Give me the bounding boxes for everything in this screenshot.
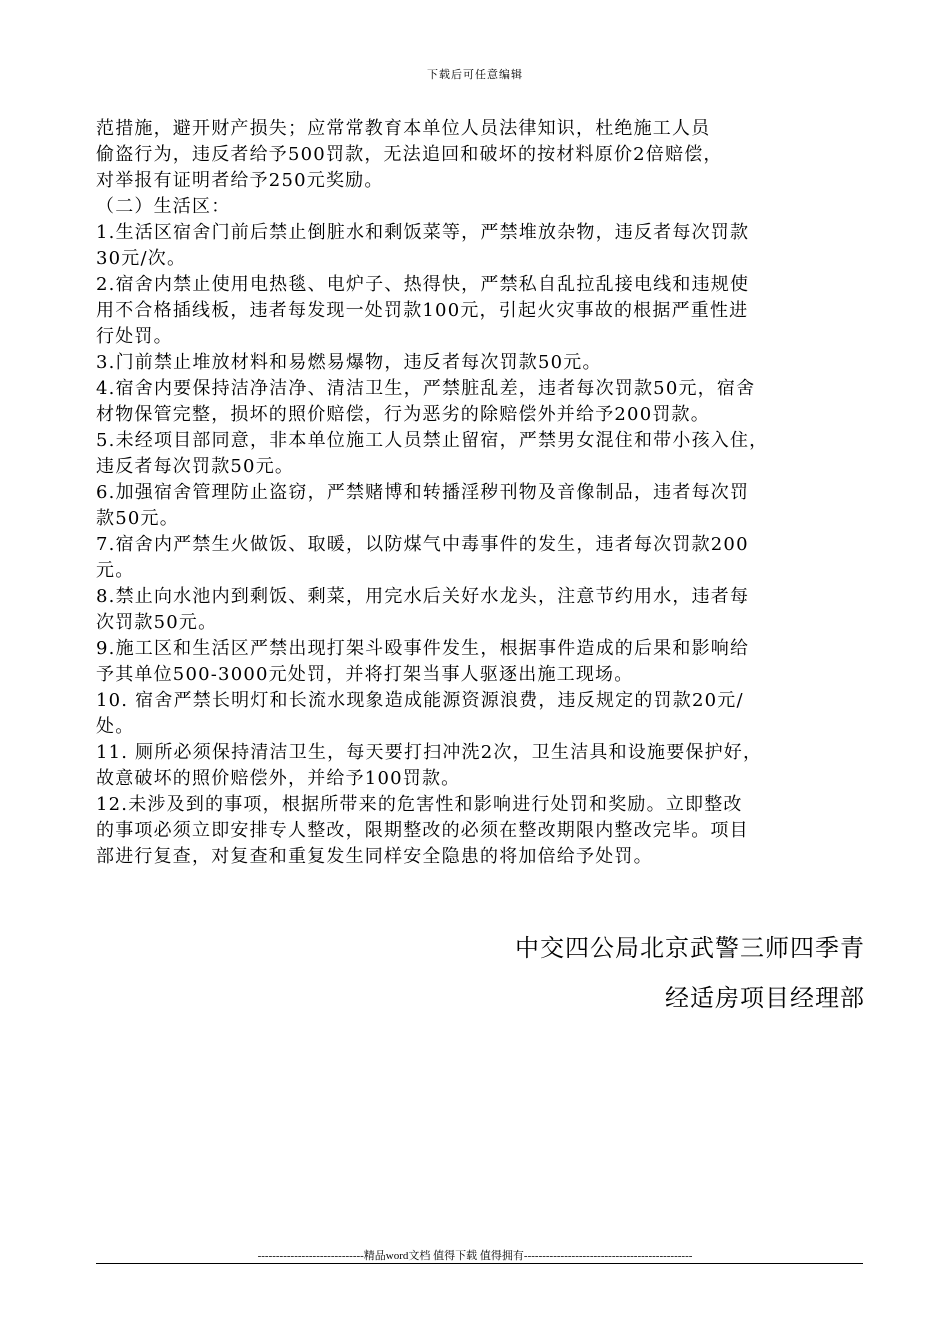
body-line: 材物保管完整，损坏的照价赔偿，行为恶劣的除赔偿外并给予200罚款。 bbox=[96, 404, 710, 425]
signature-department: 经适房项目经理部 bbox=[665, 984, 865, 1012]
body-line: 10. 宿舍严禁长明灯和长流水现象造成能源资源浪费，违反规定的罚款20元/ bbox=[96, 690, 744, 711]
body-line: 范措施，避开财产损失；应常常教育本单位人员法律知识，杜绝施工人员 bbox=[96, 118, 711, 139]
body-line: 用不合格插线板，违者每发现一处罚款100元，引起火灾事故的根据严重性进 bbox=[96, 300, 749, 321]
body-line: 7.宿舍内严禁生火做饭、取暖，以防煤气中毒事件的发生，违者每次罚款200 bbox=[96, 534, 749, 555]
document-body bbox=[96, 116, 866, 870]
body-line: 1.生活区宿舍门前后禁止倒脏水和剩饭菜等，严禁堆放杂物，违反者每次罚款 bbox=[96, 222, 750, 243]
body-line: 予其单位500-3000元处罚，并将打架当事人驱逐出施工现场。 bbox=[96, 664, 634, 685]
body-line: 5.未经项目部同意，非本单位施工人员禁止留宿，严禁男女混住和带小孩入住， bbox=[96, 430, 769, 451]
signature-organization: 中交四公局北京武警三师四季青 bbox=[515, 934, 865, 962]
body-line: 处。 bbox=[96, 716, 135, 737]
body-line: 对举报有证明者给予250元奖励。 bbox=[96, 170, 384, 191]
body-line: 9.施工区和生活区严禁出现打架斗殴事件发生，根据事件造成的后果和影响给 bbox=[96, 638, 750, 659]
body-line: 次罚款50元。 bbox=[96, 612, 218, 633]
header-note: 下载后可任意编辑 bbox=[427, 68, 523, 81]
body-line: 4.宿舍内要保持洁净洁净、清洁卫生，严禁脏乱差，违者每次罚款50元，宿舍 bbox=[96, 378, 756, 399]
body-line: 故意破坏的照价赔偿外，并给予100罚款。 bbox=[96, 768, 461, 789]
footer-note: -----------------------------精品word文档 值得下载 值得拥有---------------------------------------------- bbox=[257, 1250, 693, 1262]
body-line: 11. 厕所必须保持清洁卫生，每天要打扫冲洗2次，卫生洁具和设施要保护好， bbox=[96, 742, 763, 763]
body-line: 8.禁止向水池内到剩饭、剩菜，用完水后关好水龙头，注意节约用水，违者每 bbox=[96, 586, 750, 607]
body-line: 违反者每次罚款50元。 bbox=[96, 456, 295, 477]
body-line: 12.未涉及到的事项，根据所带来的危害性和影响进行处罚和奖励。立即整改 bbox=[96, 794, 743, 815]
body-line: 元。 bbox=[96, 560, 135, 581]
body-line: 30元/次。 bbox=[96, 248, 187, 269]
body-line: 的事项必须立即安排专人整改，限期整改的必须在整改期限内整改完毕。项目 bbox=[96, 820, 749, 841]
body-line: 款50元。 bbox=[96, 508, 179, 529]
body-line: 2.宿舍内禁止使用电热毯、电炉子、热得快，严禁私自乱拉乱接电线和违规使 bbox=[96, 274, 750, 295]
body-line: 偷盗行为，违反者给予500罚款，无法追回和破坏的按材料原价2倍赔偿， bbox=[96, 144, 723, 165]
body-line: 3.门前禁止堆放材料和易燃易爆物，违反者每次罚款50元。 bbox=[96, 352, 602, 373]
section-heading: （二）生活区： bbox=[96, 196, 231, 217]
body-line: 6.加强宿舍管理防止盗窃，严禁赌博和转播淫秽刊物及音像制品，违者每次罚 bbox=[96, 482, 750, 503]
footer-divider bbox=[96, 1263, 863, 1264]
body-line: 行处罚。 bbox=[96, 326, 173, 347]
body-line: 部进行复查，对复查和重复发生同样安全隐患的将加倍给予处罚。 bbox=[96, 846, 653, 867]
